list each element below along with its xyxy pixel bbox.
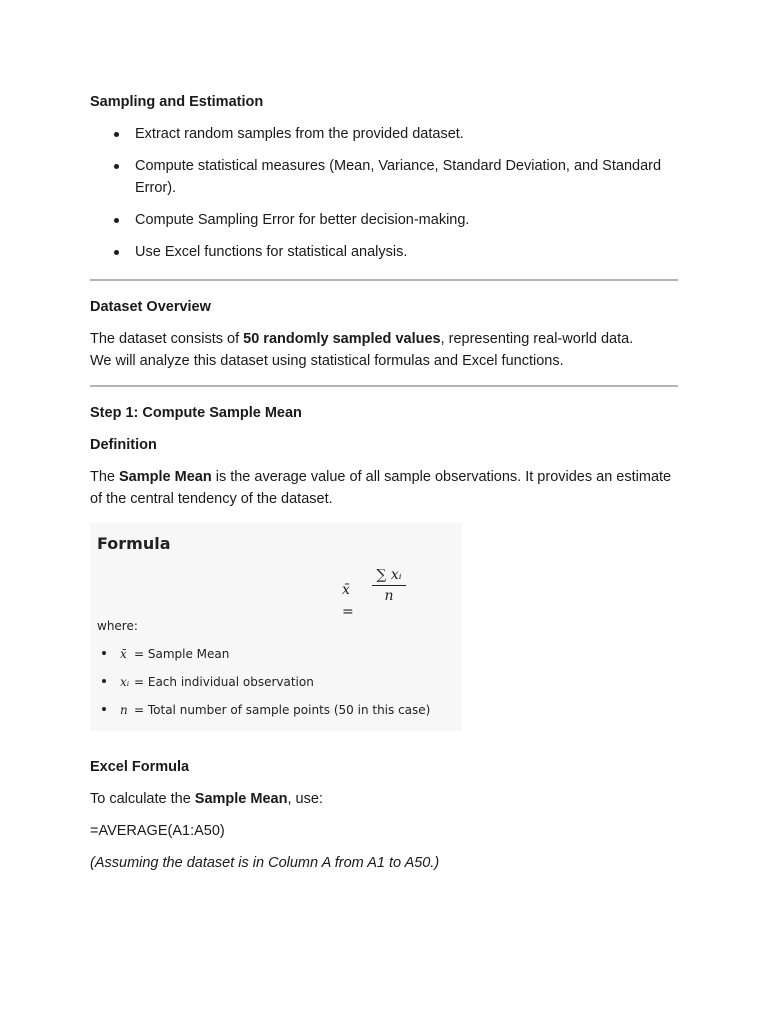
excel-heading: Excel Formula	[90, 759, 190, 775]
definition-text-pre: The	[90, 469, 120, 485]
section-heading-sampling: Sampling and Estimation	[90, 94, 264, 110]
dataset-text-bold: 50 randomly sampled values	[243, 331, 441, 347]
legend-symbol: x̄	[120, 647, 127, 661]
section-divider	[90, 279, 678, 281]
formula-image	[90, 523, 462, 731]
legend-symbol: n	[120, 703, 128, 717]
excel-text-post: , use:	[287, 791, 323, 807]
list-item: Compute Sampling Error for better decision-making.	[135, 209, 678, 231]
list-item: Use Excel functions for statistical analysis.	[135, 241, 678, 263]
formula-title: Formula	[97, 534, 171, 553]
definition-text-bold: Sample Mean	[119, 469, 212, 485]
excel-text-pre: To calculate the	[90, 791, 195, 807]
dataset-description	[90, 328, 678, 372]
equation-lhs: x̄ =	[342, 582, 354, 620]
list-item: Extract random samples from the provided dataset.	[135, 123, 678, 145]
legend-text: = Total number of sample points (50 in this case)	[134, 703, 431, 717]
dataset-text-line2: We will analyze this dataset using statistical formulas and Excel functions.	[90, 353, 564, 369]
equation-fraction	[372, 566, 406, 606]
definition-paragraph	[90, 466, 678, 510]
definition-text-post: is the average value of all sample observations. It provides an estimate of the central tendency of the dataset.	[90, 469, 672, 507]
excel-text-bold: Sample Mean	[194, 791, 288, 807]
objectives-list	[90, 123, 678, 263]
document-page	[90, 91, 678, 884]
section-heading-step1: Step 1: Compute Sample Mean	[90, 405, 302, 421]
definition-heading: Definition	[90, 437, 157, 453]
equation-numerator: ∑ xᵢ	[372, 566, 406, 586]
legend-text: = Sample Mean	[134, 647, 230, 661]
section-divider	[90, 385, 678, 387]
excel-note: (Assuming the dataset is in Column A from A1 to A50.)	[90, 855, 440, 871]
section-heading-dataset: Dataset Overview	[90, 299, 211, 315]
equation-denominator: n	[384, 588, 394, 604]
legend-text: = Each individual observation	[134, 675, 314, 689]
dataset-text-post: , representing real-world data.	[440, 331, 634, 347]
excel-instruction	[90, 788, 678, 810]
where-label: where:	[97, 619, 138, 633]
excel-formula: =AVERAGE(A1:A50)	[90, 823, 225, 839]
list-item: Compute statistical measures (Mean, Variance, Standard Deviation, and Standard Error).	[135, 155, 678, 199]
legend-symbol: xᵢ	[120, 675, 130, 689]
dataset-text-pre: The dataset consists of	[90, 331, 244, 347]
